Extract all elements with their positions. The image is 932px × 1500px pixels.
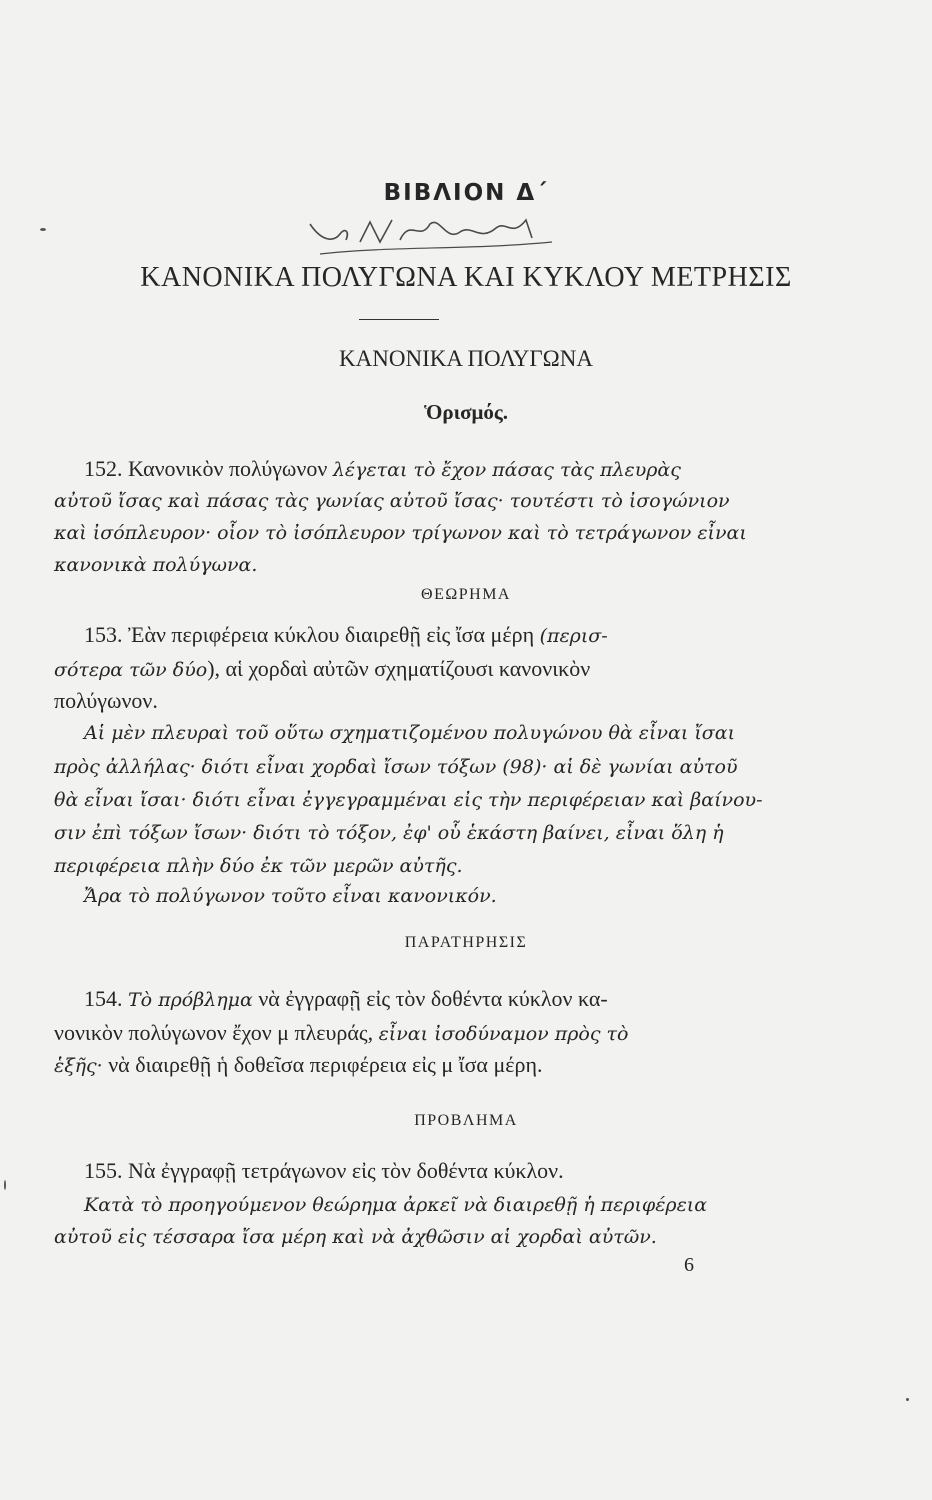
p155-line-2: Κατὰ τὸ προηγούμενον θεώρημα ἀρκεῖ νὰ διαιρεθῇ ἡ περιφέρεια bbox=[84, 1194, 708, 1216]
p153-line-3: πολύγωνον. bbox=[54, 688, 158, 713]
p153-line-8: περιφέρεια πλὴν δύο ἐκ τῶν μερῶν αὐτῆς. bbox=[54, 855, 463, 877]
title-rule bbox=[359, 319, 439, 320]
page-number: 6 bbox=[684, 1254, 694, 1276]
remark-heading: ΠΑΡΑΤΗΡΗΣΙΣ bbox=[404, 934, 528, 951]
p154-line-3: ἑξῆς· νὰ διαιρεθῇ ἡ δοθεῖσα περιφέρεια εἰς μ ἴσα μέρη. bbox=[54, 1052, 543, 1077]
p155-line-3: αὐτοῦ εἰς τέσσαρα ἴσα μέρη καὶ νὰ ἀχθῶσιν αἱ χορδαὶ αὐτῶν. bbox=[54, 1226, 657, 1248]
main-title: ΚΑΝΟΝΙΚΑ ΠΟΛΥΓΩΝΑ ΚΑΙ ΚΥΚΛΟΥ ΜΕΤΡΗΣΙΣ bbox=[140, 262, 792, 293]
section-title: ΚΑΝΟΝΙΚΑ ΠΟΛΥΓΩΝΑ bbox=[339, 346, 593, 371]
p153-line-9: Ἄρα τὸ πολύγωνον τοῦτο εἶναι κανονικόν. bbox=[84, 885, 497, 907]
p153-line-2: σότερα τῶν δύο), αἱ χορδαὶ αὐτῶν σχηματίζουσι κανονικὸν bbox=[54, 656, 591, 681]
p153-line-6: θὰ εἶναι ἴσαι· διότι εἶναι ἐγγεγραμμέναι εἰς τὴν περιφέρειαν καὶ βαίνου- bbox=[54, 789, 763, 811]
scan-speck bbox=[40, 228, 46, 231]
p152-line-2: αὐτοῦ ἴσας καὶ πάσας τὰς γωνίας αὐτοῦ ἴσας· τουτέστι τὸ ἰσογώνιον bbox=[54, 490, 730, 512]
theorem-heading: ΘΕΩΡΗΜΑ bbox=[421, 586, 511, 603]
scan-speck bbox=[906, 1398, 909, 1401]
scan-speck bbox=[4, 1180, 6, 1190]
p152-line-4: κανονικὰ πολύγωνα. bbox=[54, 554, 258, 576]
handwritten-signature bbox=[300, 212, 560, 260]
book-title: ΒΙΒΛΙΟΝ Δ΄ bbox=[383, 180, 549, 206]
p152-line-1: 152. Κανονικὸν πολύγωνον λέγεται τὸ ἔχον πάσας τὰς πλευρὰς bbox=[84, 456, 681, 481]
definition-heading: Ὁρισμός. bbox=[423, 400, 509, 424]
p154-line-2: νονικὸν πολύγωνον ἔχον μ πλευράς, εἶναι ἰσοδύναμον πρὸς τὸ bbox=[54, 1020, 629, 1045]
p152-line-3: καὶ ἰσόπλευρον· οἷον τὸ ἰσόπλευρον τρίγωνον καὶ τὸ τετράγωνον εἶναι bbox=[54, 522, 747, 544]
problem-heading: ΠΡΟΒΛΗΜΑ bbox=[414, 1112, 518, 1129]
p155-line-1: 155. Νὰ ἐγγραφῇ τετράγωνον εἰς τὸν δοθέντα κύκλον. bbox=[84, 1158, 564, 1183]
p154-line-1: 154. Τὸ πρόβλημα νὰ ἐγγραφῇ εἰς τὸν δοθέντα κύκλον κα- bbox=[84, 986, 608, 1011]
p153-line-7: σιν ἐπὶ τόξων ἴσων· διότι τὸ τόξον, ἐφ' οὗ ἑκάστη βαίνει, εἶναι ὅλη ἡ bbox=[54, 822, 724, 844]
p153-line-1: 153. Ἐὰν περιφέρεια κύκλου διαιρεθῇ εἰς ἴσα μέρη (περισ- bbox=[84, 622, 608, 647]
p153-line-5: πρὸς ἀλλήλας· διότι εἶναι χορδαὶ ἴσων τόξων (98)· αἱ δὲ γωνίαι αὐτοῦ bbox=[54, 756, 738, 778]
p153-line-4: Αἱ μὲν πλευραὶ τοῦ οὕτω σχηματιζομένου πολυγώνου θὰ εἶναι ἴσαι bbox=[84, 722, 736, 744]
